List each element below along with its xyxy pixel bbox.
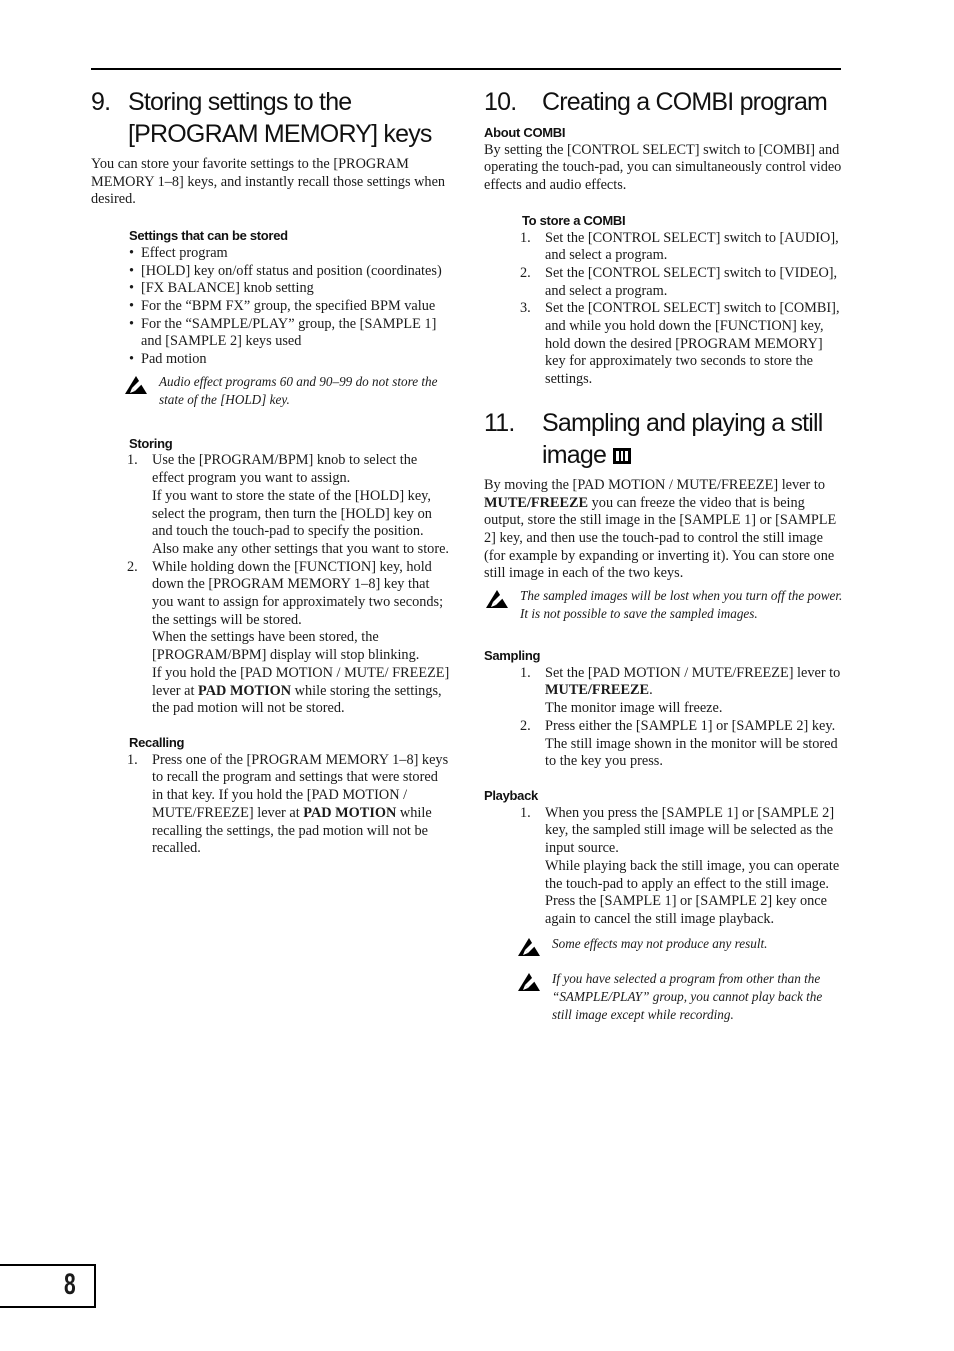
- list-item: • Effect program: [129, 245, 451, 263]
- playback-heading: Playback: [484, 787, 538, 803]
- settings-block: [129, 227, 451, 369]
- right-column: [484, 86, 844, 1024]
- caution-pencil-icon: [123, 374, 149, 396]
- list-item: • [FX BALANCE] knob setting: [129, 280, 451, 298]
- settings-list: [129, 245, 451, 369]
- about-combi-heading: About COMBI: [484, 125, 566, 140]
- storing-heading: Storing: [129, 435, 173, 451]
- list-item: • [HOLD] key on/off status and position (coordinates): [129, 263, 451, 281]
- list-item: 1. Set the [PAD MOTION / MUTE/FREEZE] lever to MUTE/FREEZE. The monitor image will freeze.: [520, 664, 841, 717]
- page-number-box: [0, 1264, 96, 1308]
- note-effects: Some effects may not produce any result.: [516, 935, 844, 958]
- section-9-intro: You can store your favorite settings to the [PROGRAM MEMORY 1–8] keys, and instantly recall those settings when desired.: [91, 156, 446, 208]
- list-item: 1. Set the [CONTROL SELECT] switch to [AUDIO], and select a program.: [520, 229, 839, 264]
- note-sample-play: If you have selected a program from other than the “SAMPLE/PLAY” group, you cannot play back the still image except while recording.: [516, 970, 844, 1024]
- list-item: • Pad motion: [129, 351, 451, 369]
- section-10-heading: 10. Creating a COMBI program: [484, 88, 828, 116]
- store-combi-heading: To store a COMBI: [522, 212, 626, 228]
- settings-heading: Settings that can be stored: [129, 228, 288, 244]
- note-hold: Audio effect programs 60 and 90–99 do not store the state of the [HOLD] key.: [123, 373, 451, 409]
- note-sampled-images: The sampled images will be lost when you turn off the power. It is not possible to save the sampled images.: [484, 587, 844, 623]
- list-item: 1. When you press the [SAMPLE 1] or [SAMPLE 2] key, the sampled still image will be selected as the input source. While playing back the still image, you can operate the touch-pad to apply an effect to the still image. Press the [SAMPLE 1] or [SAMPLE 2] key once again to cancel the still image playback.: [520, 804, 840, 927]
- top-rule: [91, 68, 841, 70]
- section-11-intro: By moving the [PAD MOTION / MUTE/FREEZE] lever to MUTE/FREEZE you can freeze the video that is being output, store the still image in the [SAMPLE 1] or [SAMPLE 2] key, and then use the touch-pad to control the still image (for example by expanding or inverting it). You can store one still image in each of the two keys.: [484, 476, 837, 582]
- sampling-heading: Sampling: [484, 648, 541, 664]
- list-item: 2. While holding down the [FUNCTION] key, hold down the [PROGRAM MEMORY 1–8] key that you want to assign for approximately two seconds; the settings will be stored. When the settings have been stored, the [PROGRAM/BPM] display will stop blinking. If you hold the [PAD MOTION / MUTE/ FREEZE] lever at PAD MOTION while storing the settings, the pad motion will not be stored.: [127, 558, 450, 717]
- list-item: 2. Set the [CONTROL SELECT] switch to [VIDEO], and select a program.: [520, 264, 838, 299]
- storing-steps: [91, 452, 451, 718]
- playback-steps: [484, 805, 844, 929]
- section-9-heading: 9. Storing settings to the [PROGRAM MEMORY] keys: [91, 88, 432, 148]
- list-item: • For the “SAMPLE/PLAY” group, the [SAMPLE 1] and [SAMPLE 2] keys used: [129, 316, 451, 351]
- caution-pencil-icon: [516, 971, 542, 993]
- left-column: [91, 86, 451, 858]
- playback-block: [484, 787, 844, 929]
- about-combi-text: By setting the [CONTROL SELECT] switch to [COMBI] and operating the touch-pad, you can simultaneously control video effects and audio effects.: [484, 141, 842, 194]
- list-item: 2. Press either the [SAMPLE 1] or [SAMPLE 2] key. The still image shown in the monitor will be stored to the key you press.: [520, 717, 838, 770]
- list-item: 1. Press one of the [PROGRAM MEMORY 1–8] keys to recall the program and settings that were stored in that key. If you hold the [PAD MOTION / MUTE/FREEZE] lever at PAD MOTION while recalling the settings, the pad motion will not be recalled.: [127, 751, 449, 857]
- page-number: 8: [64, 1268, 76, 1301]
- list-item: 1. Use the [PROGRAM/BPM] knob to select the effect program you want to assign. If you want to store the state of the [HOLD] key, select the program, then turn the [HOLD] key on and touch the touch-pad to specify the position. Also make any other settings that you want to store.: [127, 452, 450, 557]
- caution-pencil-icon: [484, 588, 510, 610]
- caution-pencil-icon: [516, 936, 542, 958]
- list-item: • For the “BPM FX” group, the specified BPM value: [129, 298, 451, 316]
- recalling-block: [91, 734, 451, 858]
- store-combi-block: [484, 212, 844, 389]
- sampling-steps: [484, 665, 844, 771]
- recalling-steps: [91, 752, 451, 858]
- section-11-heading: 11. Sampling and playing a still image: [484, 408, 823, 469]
- video-film-icon: [612, 447, 632, 465]
- recalling-heading: Recalling: [129, 734, 185, 750]
- combi-steps: [484, 230, 844, 389]
- storing-block: [91, 435, 451, 718]
- list-item: 3. Set the [CONTROL SELECT] switch to [COMBI], and while you hold down the [FUNCTION] key, hold down the desired [PROGRAM MEMORY] key for approximately two seconds to store the settings.: [520, 300, 840, 388]
- sampling-block: [484, 647, 844, 771]
